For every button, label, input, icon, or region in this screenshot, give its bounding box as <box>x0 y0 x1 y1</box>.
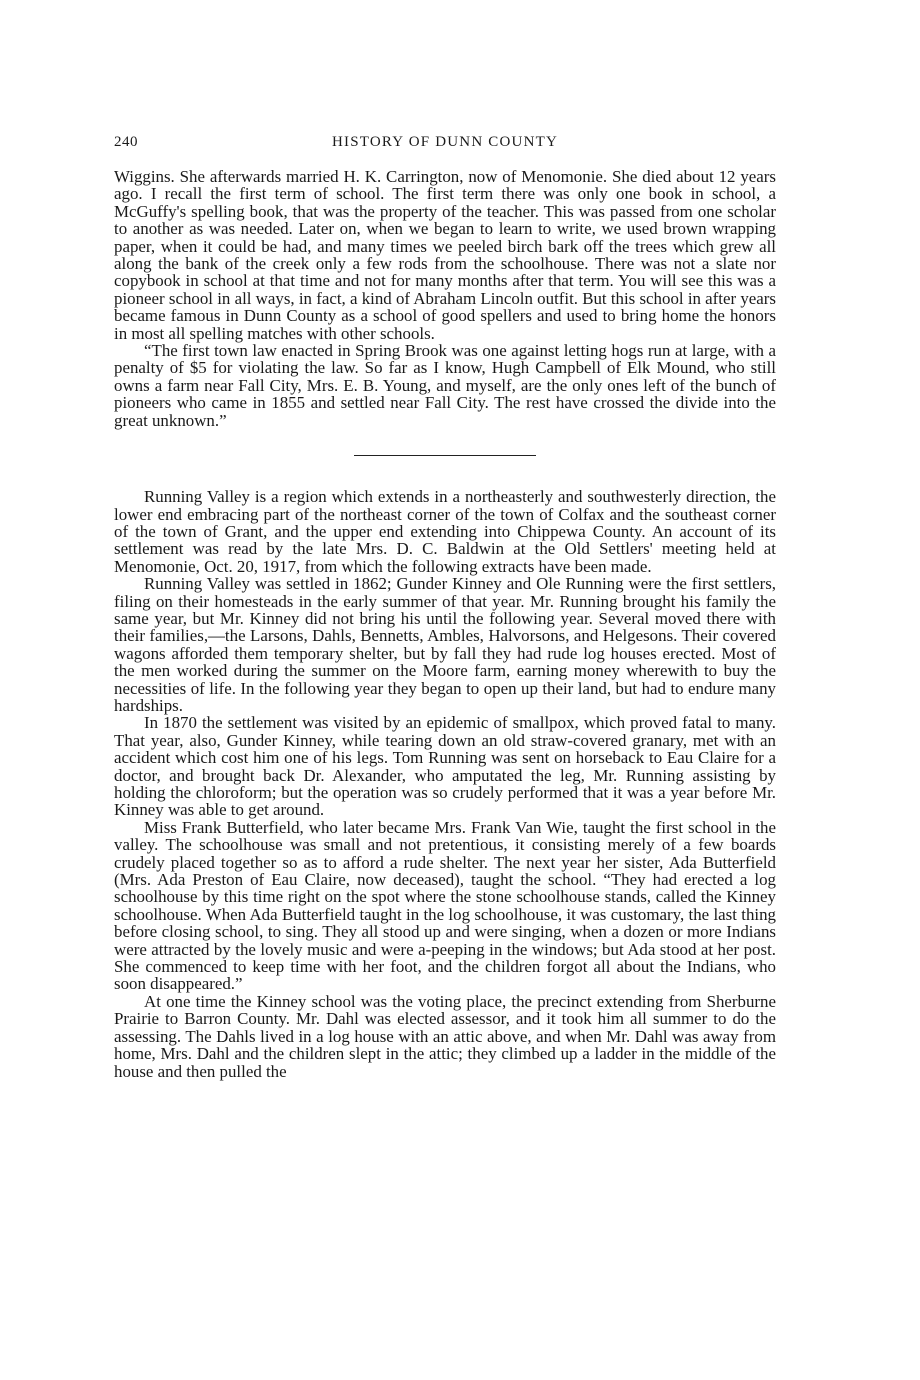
running-header <box>114 132 776 156</box>
section-divider <box>354 455 536 456</box>
paragraph: “The first town law enacted in Spring Brook was one against letting hogs run at large, with a penalty of $5 for violating the law. So far as I know, Hugh Campbell of Elk Mound, who still owns a farm near Fall City, Mrs. E. B. Young, and myself, are the only ones left of the bunch of pioneers who came in 1855 and settled near Fall City. The rest have crossed the divide into the great unknown.” <box>114 341 776 430</box>
paragraph: At one time the Kinney school was the voting place, the precinct extending from Sherburne Prairie to Barron County. Mr. Dahl was elected assessor, and it took him all summer to do the assessing. The Dahls lived in a log house with an attic above, and when Mr. Dahl was away from home, Mrs. Dahl and the children slept in the attic; they climbed up a ladder in the middle of the house and then pulled the <box>114 991 776 1081</box>
running-title: HISTORY OF DUNN COUNTY <box>332 134 558 150</box>
section-one <box>114 168 776 429</box>
paragraph: Miss Frank Butterfield, who later became Mrs. Frank Van Wie, taught the first school in the valley. The schoolhouse was small and not pretentious, it consisting merely of a few boards crudely placed together so as to afford a rude shelter. The next year her sister, Ada Butterfield (Mrs. Ada Preston of Eau Claire, now deceased), taught the school. “They had erected a log schoolhouse by this time right on the spot where the stone schoolhouse stands, called the Kinney schoolhouse. When Ada Butterfield taught in the log schoolhouse, it was customary, the last thing before closing school, to sing. They all stood up and were singing, when a dozen or more Indians were attracted by the lovely music and were a-peeping in the windows; but Ada stood at her post. She commenced to keep time with her foot, and the children forgot all about the Indians, who soon disappeared.” <box>114 817 776 994</box>
paragraph: Running Valley was settled in 1862; Gunder Kinney and Ole Running were the first settlers, filing on their homesteads in the early summer of that year. Mr. Running brought his family the same year, but Mr. Kinney did not bring his until the following year. Several moved there with their families,—the Larsons, Dahls, Bennetts, Ambles, Halvorsons, and Helgesons. Their covered wagons afforded them temporary shelter, but by fall they had rude log houses erected. Most of the men worked during the summer on the Moore farm, earning money wherewith to buy the necessities of life. In the following year they began to open up their land, but had to endure many hardships. <box>114 574 776 715</box>
page-number: 240 <box>114 134 138 150</box>
paragraph: In 1870 the settlement was visited by an epidemic of smallpox, which proved fatal to many. That year, also, Gunder Kinney, while tearing down an old straw-covered granary, met with an accident which cost him one of his legs. Tom Running was sent on horseback to Eau Claire for a doctor, and brought back Dr. Alexander, who amputated the leg, Mr. Running assisting by holding the chloroform; but the operation was so crudely performed that it was a year before Mr. Kinney was able to get around. <box>114 713 776 820</box>
paragraph: Running Valley is a region which extends in a northeasterly and southwesterly direction, the lower end embracing part of the northeast corner of the town of Colfax and the southeast corner of the town of Grant, and the upper end extending into Chippewa County. An account of its settlement was read by the late Mrs. D. C. Baldwin at the Old Settlers' meeting held at Menomonie, Oct. 20, 1917, from which the following extracts have been made. <box>114 487 776 576</box>
section-two <box>114 488 776 1080</box>
book-page <box>114 132 776 1080</box>
paragraph: Wiggins. She afterwards married H. K. Carrington, now of Menomonie. She died about 12 years ago. I recall the first term of school. The first term there was only one book in school, a McGuffy's spelling book, that was the property of the teacher. This was passed from one scholar to another as was needed. Later on, when we began to learn to write, we used brown wrapping paper, when it could be had, and many times we peeled birch bark off the trees which grew all along the bank of the creek only a few rods from the schoolhouse. There was not a slate nor copybook in school at that time and not for many months after that term. You will see this was a pioneer school in all ways, in fact, a kind of Abraham Lincoln outfit. But this school in after years became famous in Dunn County as a school of good spellers and used to bring home the honors in most all spelling matches with other schools. <box>114 167 776 343</box>
